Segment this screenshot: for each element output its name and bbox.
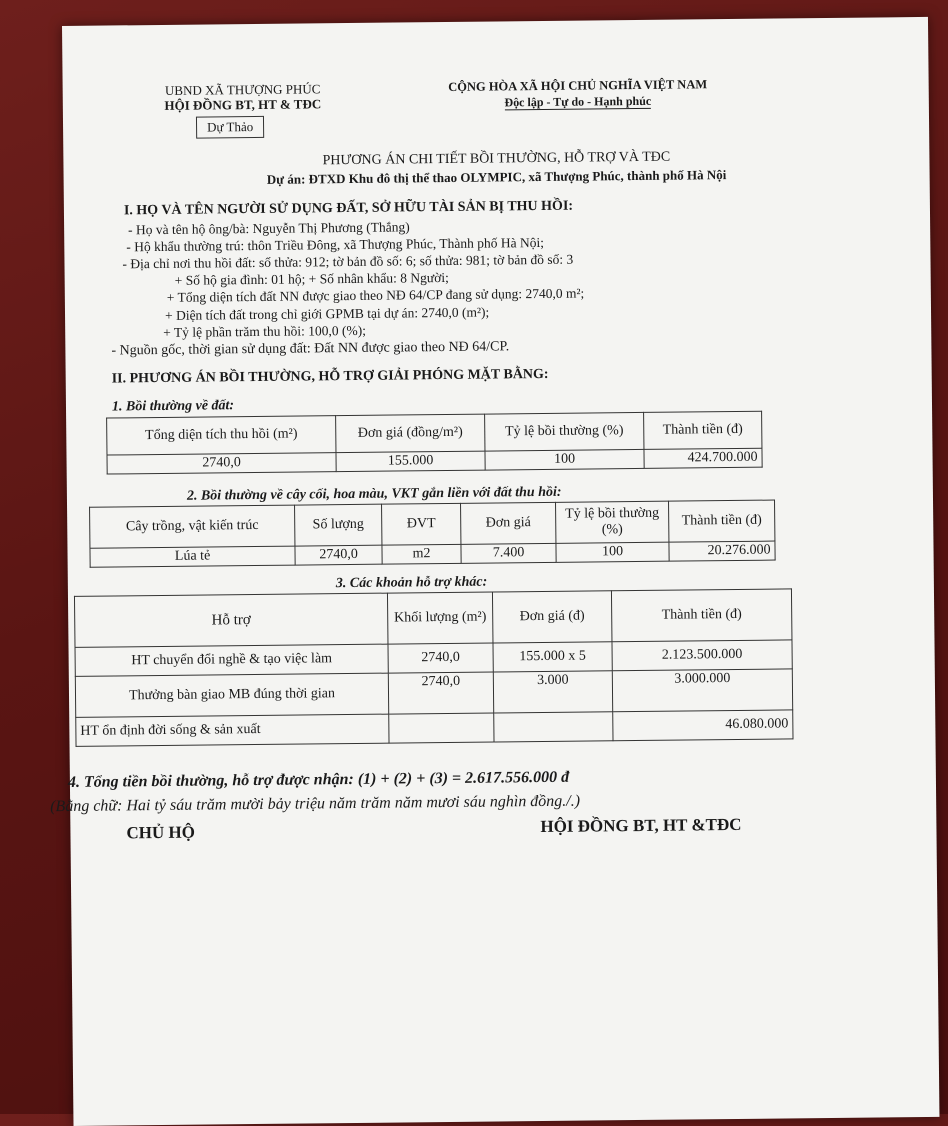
recovery-percent: + Tỷ lệ phần trăm thu hồi: 100,0 (%); [163, 322, 367, 340]
table-cell: 20.276.000 [669, 541, 775, 561]
col-header: Tỷ lệ bồi thường (%) [556, 501, 669, 543]
table-cell: m2 [382, 544, 461, 564]
land-compensation-table [106, 411, 763, 475]
col-header: Đơn giá [461, 502, 556, 544]
table-cell: 2.123.500.000 [612, 640, 792, 671]
table-cell: 100 [485, 449, 644, 470]
col-header: Thành tiền (đ) [644, 411, 762, 449]
document-page [50, 17, 939, 1126]
household-count: + Số hộ gia đình: 01 hộ; + Số nhân khẩu: 8 Người; [174, 269, 449, 288]
other-support-heading: 3. Các khoản hỗ trợ khác: [335, 574, 488, 592]
table-cell: 155.000 x 5 [493, 642, 612, 672]
table-cell: HT ổn định đời sống & sản xuất [76, 714, 389, 746]
table-cell: Lúa tẻ [90, 546, 295, 567]
table-cell: 3.000.000 [612, 669, 792, 712]
document-title: PHƯƠNG ÁN CHI TIẾT BỒI THƯỜNG, HỖ TRỢ VÀ TĐC [322, 149, 671, 169]
council-signature-label: HỘI ĐỒNG BT, HT &TĐC [540, 814, 742, 837]
table-cell: 46.080.000 [613, 710, 793, 741]
land-address: - Địa chỉ nơi thu hồi đất: số thửa: 912; tờ bản đồ số: 6; số thửa: 981; tờ bản đồ số: 3 [122, 251, 574, 272]
issuer-line1: UBND XÃ THƯỢNG PHÚC [164, 81, 321, 98]
table-cell [494, 712, 613, 742]
col-header: ĐVT [382, 503, 461, 545]
other-support-table [74, 588, 794, 747]
national-motto: Độc lập - Tự do - Hạnh phúc [504, 93, 652, 110]
col-header: Đơn giá (đ) [492, 591, 612, 643]
table-cell: 3.000 [493, 671, 612, 713]
section1-heading: I. HỌ VÀ TÊN NGƯỜI SỬ DỤNG ĐẤT, SỞ HỮU TÀI SẢN BỊ THU HỒI: [123, 198, 574, 219]
residence: - Hộ khẩu thường trú: thôn Triều Đông, xã Thượng Phúc, Thành phố Hà Nội; [126, 234, 545, 255]
national-title: CỘNG HÒA XÃ HỘI CHỦ NGHĨA VIỆT NAM [448, 77, 708, 94]
land-origin: - Nguồn gốc, thời gian sử dụng đất: Đất NN được giao theo NĐ 64/CP. [111, 339, 510, 359]
issuer-block [123, 81, 363, 114]
table-cell [389, 713, 494, 743]
col-header: Hỗ trợ [74, 593, 388, 647]
table-cell: 2740,0 [107, 453, 336, 474]
total-land-area: + Tổng diện tích đất NN được giao theo NĐ 64/CP đang sử dụng: 2740,0 m²; [166, 285, 585, 305]
table-cell: HT chuyển đổi nghề & tạo việc làm [75, 644, 388, 676]
col-header: Thành tiền (đ) [611, 589, 792, 642]
draft-label: Dự Thảo [196, 116, 264, 139]
household-signature-label: CHỦ HỘ [126, 822, 196, 843]
table-cell: 100 [556, 542, 669, 562]
table-cell: 155.000 [336, 451, 485, 472]
table-cell: 2740,0 [388, 643, 493, 673]
issuer-line2: HỘI ĐỒNG BT, HT & TĐC [164, 96, 322, 113]
section2-heading: II. PHƯƠNG ÁN BỒI THƯỜNG, HỖ TRỢ GIẢI PHÓNG MẶT BẰNG: [111, 366, 549, 387]
owner-name: - Họ và tên hộ ông/bà: Nguyễn Thị Phương (Thắng) [128, 219, 410, 238]
col-header: Khối lượng (m²) [387, 592, 493, 644]
col-header: Thành tiền (đ) [669, 500, 775, 542]
national-heading [403, 77, 753, 112]
col-header: Cây trồng, vật kiến trúc [90, 505, 295, 548]
land-compensation-heading: 1. Bồi thường về đất: [111, 398, 235, 415]
crop-compensation-heading: 2. Bồi thường về cây cối, hoa màu, VKT gắn liền với đất thu hồi: [186, 484, 562, 504]
project-name: Dự án: ĐTXD Khu đô thị thể thao OLYMPIC, xã Thượng Phúc, thành phố Hà Nội [266, 167, 727, 187]
table-cell: 424.700.000 [644, 448, 762, 468]
table-cell: Thưởng bàn giao MB đúng thời gian [75, 673, 388, 717]
col-header: Số lượng [295, 504, 382, 546]
gpmb-area: + Diện tích đất trong chỉ giới GPMB tại dự án: 2740,0 (m²); [164, 304, 490, 323]
table-cell: 2740,0 [295, 545, 382, 565]
col-header: Đơn giá (đồng/m²) [336, 414, 485, 453]
col-header: Tỷ lệ bồi thường (%) [485, 412, 644, 451]
amount-in-words: (Bằng chữ: Hai tỷ sáu trăm mười bảy triệu năm trăm năm mươi sáu nghìn đồng./.) [50, 792, 581, 816]
total-amount: 4. Tổng tiền bồi thường, hỗ trợ được nhận: (1) + (2) + (3) = 2.617.556.000 đ [67, 768, 570, 791]
crop-compensation-table [89, 500, 776, 568]
col-header: Tổng diện tích thu hồi (m²) [107, 416, 336, 455]
table-cell: 2740,0 [388, 672, 493, 714]
table-cell: 7.400 [461, 543, 556, 563]
